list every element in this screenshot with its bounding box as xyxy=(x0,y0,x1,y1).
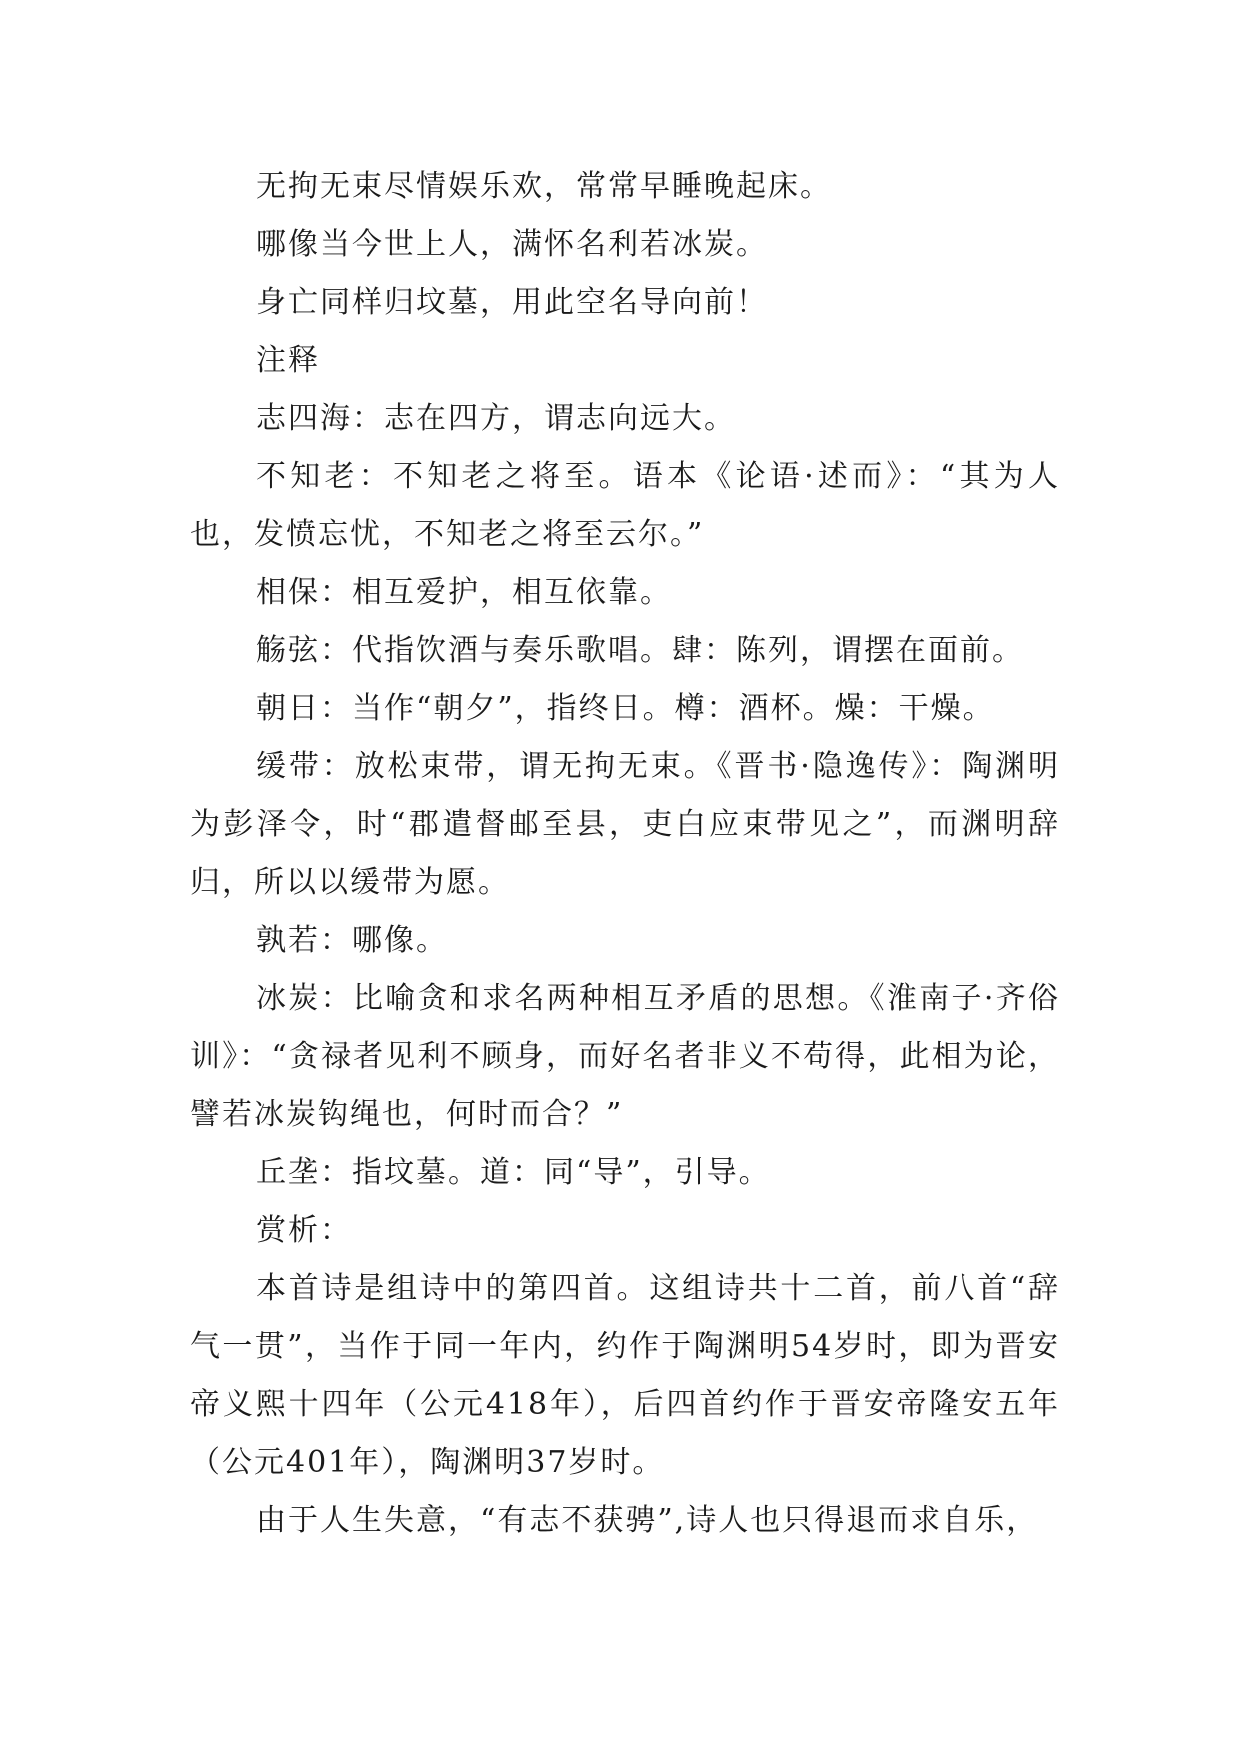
note-item: 缓带：放松束带，谓无拘无束。《晋书·隐逸传》：陶渊明为彭泽令，时“郡遣督邮至县，吏白应束带见之”，而渊明辞归，所以以缓带为愿。 xyxy=(190,749,1060,900)
note-item: 朝日：当作“朝夕”，指终日。樽：酒杯。燥：干燥。 xyxy=(256,691,995,726)
paragraph-verse-2: 哪像当今世上人，满怀名利若冰炭。 xyxy=(256,227,768,262)
note-item: 志四海：志在四方，谓志向远大。 xyxy=(256,401,736,436)
document-body xyxy=(190,158,1060,1550)
note-item: 不知老：不知老之将至。语本《论语·述而》：“其为人也，发愤忘忧，不知老之将至云尔。” xyxy=(190,459,1060,552)
note-item: 冰炭：比喻贪和求名两种相互矛盾的思想。《淮南子·齐俗训》：“贪禄者见利不顾身，而好名者非义不苟得，此相为论，譬若冰炭钩绳也，何时而合？” xyxy=(190,981,1060,1132)
note-item: 相保：相互爱护，相互依靠。 xyxy=(256,575,672,610)
appreciation-paragraph: 本首诗是组诗中的第四首。这组诗共十二首，前八首“辞气一贯”，当作于同一年内，约作于陶渊明54岁时，即为晋安帝义熙十四年（公元418年），后四首约作于晋安帝隆安五年（公元401年），陶渊明37岁时。 xyxy=(190,1271,1060,1480)
section-heading-notes: 注释 xyxy=(256,343,320,378)
note-item: 孰若：哪像。 xyxy=(256,923,448,958)
note-item: 丘垄：指坟墓。道：同“导”，引导。 xyxy=(256,1155,771,1190)
paragraph-verse-1: 无拘无束尽情娱乐欢，常常早睡晚起床。 xyxy=(256,169,832,204)
note-item: 觞弦：代指饮酒与奏乐歌唱。肆：陈列，谓摆在面前。 xyxy=(256,633,1024,668)
paragraph-verse-3: 身亡同样归坟墓，用此空名导向前！ xyxy=(256,285,768,320)
appreciation-paragraph: 由于人生失意，“有志不获骋”,诗人也只得退而求自乐， xyxy=(256,1503,1039,1538)
section-heading-appreciation: 赏析： xyxy=(256,1213,352,1248)
